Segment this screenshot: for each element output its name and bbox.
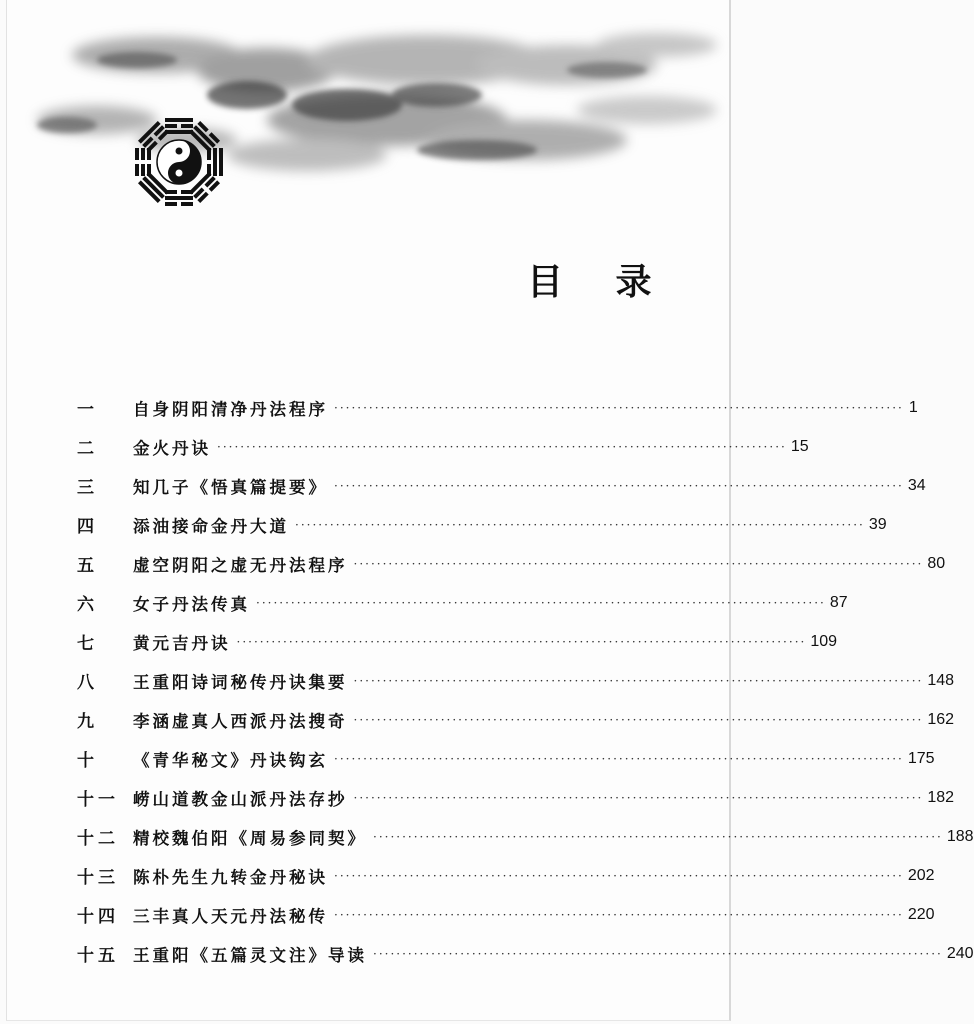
toc-chapter-number: 八 [77, 673, 98, 693]
toc-page-number: 34 [907, 476, 926, 494]
toc-leader-dots: ·································································································· [373, 829, 943, 844]
toc-page-number: 202 [907, 866, 935, 884]
toc-leader-dots: ·································································································· [373, 946, 943, 961]
toc-chapter-title: 三丰真人天元丹法秘传 [133, 906, 328, 926]
toc-chapter-title: 精校魏伯阳《周易参同契》 [133, 828, 367, 848]
toc-chapter-title: 金火丹诀 [133, 438, 211, 458]
toc-leader-dots: ·································································································· [353, 673, 924, 688]
toc-page-number: 1 [908, 398, 918, 416]
toc-chapter-title: 添油接命金丹大道 [133, 516, 289, 536]
toc-entry[interactable] [77, 622, 838, 661]
toc-chapter-title: 自身阴阳清净丹法程序 [133, 399, 328, 419]
toc-chapter-number: 十五 [77, 946, 119, 966]
page-title: 目 录 [527, 261, 672, 303]
toc-chapter-number: 五 [77, 556, 98, 576]
toc-leader-dots: ·································································································· [217, 439, 787, 454]
table-of-contents [77, 388, 974, 973]
toc-chapter-number: 十四 [77, 907, 119, 927]
toc-chapter-number: 四 [77, 517, 98, 537]
toc-entry[interactable] [77, 466, 926, 505]
toc-page-number: 109 [810, 632, 838, 650]
toc-entry[interactable] [77, 427, 809, 466]
toc-leader-dots: ·································································································· [334, 868, 904, 883]
toc-entry[interactable] [77, 856, 935, 895]
toc-leader-dots: ·································································································· [353, 556, 924, 571]
toc-chapter-title: 崂山道教金山派丹法存抄 [133, 789, 348, 809]
toc-entry[interactable] [77, 661, 955, 700]
toc-chapter-title: 虚空阴阳之虚无丹法程序 [133, 555, 348, 575]
toc-chapter-title: 女子丹法传真 [133, 594, 250, 614]
toc-page-number: 188 [946, 827, 974, 845]
toc-page-number: 182 [927, 788, 955, 806]
toc-chapter-number: 十三 [77, 868, 119, 888]
toc-chapter-title: 王重阳诗词秘传丹诀集要 [133, 672, 348, 692]
toc-chapter-title: 《青华秘文》丹诀钩玄 [133, 750, 328, 770]
toc-leader-dots: ·································································································· [295, 517, 865, 532]
toc-entry[interactable] [77, 544, 946, 583]
toc-leader-dots: ·································································································· [334, 907, 904, 922]
toc-page-number: 162 [927, 710, 955, 728]
toc-chapter-number: 六 [77, 595, 98, 615]
toc-chapter-title: 王重阳《五篇灵文注》导读 [133, 945, 367, 965]
toc-entry[interactable] [77, 778, 955, 817]
toc-chapter-title: 李涵虚真人西派丹法搜奇 [133, 711, 348, 731]
toc-leader-dots: ·································································································· [334, 478, 904, 493]
toc-chapter-number: 十一 [77, 790, 119, 810]
toc-leader-dots: ·································································································· [256, 595, 826, 610]
toc-leader-dots: ·································································································· [236, 634, 807, 649]
toc-chapter-number: 一 [77, 400, 98, 420]
toc-page-number: 80 [927, 554, 946, 572]
ink-cloud-illustration [7, 0, 729, 230]
toc-entry[interactable] [77, 700, 955, 739]
toc-leader-dots: ·································································································· [353, 790, 924, 805]
toc-chapter-number: 十 [77, 751, 98, 771]
toc-entry[interactable] [77, 505, 887, 544]
toc-entry[interactable] [77, 817, 974, 856]
toc-entry[interactable] [77, 739, 935, 778]
toc-chapter-title: 黄元吉丹诀 [133, 633, 231, 653]
toc-page-number: 87 [829, 593, 848, 611]
toc-leader-dots: ·································································································· [334, 400, 904, 415]
toc-leader-dots: ·································································································· [353, 712, 924, 727]
toc-entry[interactable] [77, 388, 918, 427]
toc-page-number: 148 [927, 671, 955, 689]
toc-chapter-title: 知几子《悟真篇提要》 [133, 477, 328, 497]
toc-chapter-number: 七 [77, 634, 98, 654]
toc-entry[interactable] [77, 583, 848, 622]
toc-entry[interactable] [77, 895, 935, 934]
toc-page-number: 15 [790, 437, 809, 455]
toc-page-number: 240 [946, 944, 974, 962]
toc-chapter-number: 九 [77, 712, 98, 732]
toc-chapter-number: 二 [77, 439, 98, 459]
toc-page-number: 39 [868, 515, 887, 533]
toc-chapter-title: 陈朴先生九转金丹秘诀 [133, 867, 328, 887]
toc-leader-dots: ·································································································· [334, 751, 904, 766]
toc-page-number: 175 [907, 749, 935, 767]
toc-page-number: 220 [907, 905, 935, 923]
toc-entry[interactable] [77, 934, 974, 973]
bagua-taiji-icon [129, 112, 229, 212]
toc-chapter-number: 三 [77, 478, 98, 498]
toc-chapter-number: 十二 [77, 829, 119, 849]
book-page [6, 0, 974, 1021]
